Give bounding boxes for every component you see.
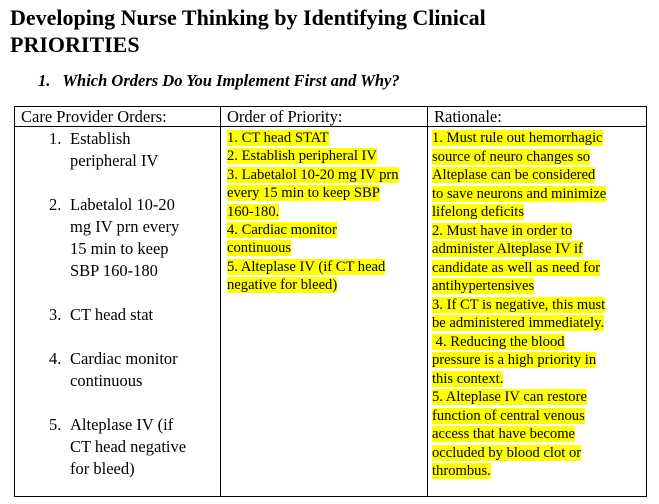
rationale-line [432, 166, 642, 185]
rationale-line-text: be administered immediately. [432, 315, 605, 331]
rationale-line-text: candidate as well as need for [432, 259, 601, 276]
order-item [15, 414, 210, 480]
priority-cell [221, 127, 428, 497]
question-heading [38, 71, 400, 91]
question-text: Which Orders Do You Implement First and Why? [62, 71, 400, 90]
rationale-line [432, 148, 642, 167]
order-text-line: mg IV prn every [70, 217, 180, 236]
rationale-line [432, 203, 642, 222]
priority-list [221, 127, 427, 295]
order-number: 5. [49, 415, 62, 434]
order-item [15, 128, 210, 172]
rationale-line-text: function of central venous [432, 407, 585, 424]
priority-line-text: 1. CT head STAT [227, 130, 329, 146]
priority-line-text: 5. Alteplase IV (if CT head [227, 258, 386, 275]
priority-line [227, 258, 423, 276]
priority-line-text: every 15 min to keep SBP [227, 185, 380, 202]
rationale-line-text: 4. Reducing the blood [432, 333, 565, 350]
rationale-line-text: lifelong deficits [432, 204, 524, 220]
rationale-line-text: to save neurons and minimize [432, 185, 607, 202]
table-body-row [15, 127, 647, 497]
orders-cell [15, 127, 221, 497]
rationale-line [432, 222, 642, 241]
priority-line [227, 203, 423, 221]
order-number: 4. [49, 349, 62, 368]
rationale-line [432, 240, 642, 259]
rationale-line [432, 407, 642, 426]
rationale-line-text: 1. Must rule out hemorrhagic [432, 130, 603, 146]
rationale-line-text: 5. Alteplase IV can restore [432, 389, 587, 405]
order-text-line: Cardiac monitor [70, 349, 178, 368]
rationale-line-text: administer Alteplase IV if [432, 241, 583, 257]
priority-line-text: 4. Cardiac monitor [227, 222, 337, 239]
rationale-line [432, 425, 642, 444]
order-text-line: 15 min to keep [70, 239, 169, 258]
rationale-line-text: occluded by blood clot or [432, 444, 582, 461]
order-text-line: CT head negative [70, 437, 187, 456]
order-number: 1. [49, 129, 62, 148]
rationale-line [432, 333, 642, 352]
priority-line-text: 2. Establish peripheral IV [227, 148, 377, 165]
table-header-row [15, 107, 647, 127]
rationale-line [432, 277, 642, 296]
rationale-line [432, 314, 642, 333]
order-item [15, 304, 210, 326]
rationale-line [432, 462, 642, 481]
rationale-line-text: access that have become [432, 426, 576, 442]
priority-line [227, 184, 423, 202]
rationale-line [432, 388, 642, 407]
rationale-line [432, 370, 642, 389]
priority-line [227, 129, 423, 147]
priority-line [227, 147, 423, 165]
priority-line-text: 3. Labetalol 10-20 mg IV prn [227, 166, 399, 183]
order-text-line: CT head stat [70, 305, 154, 324]
title-line-2: PRIORITIES [10, 32, 140, 57]
question-number: 1. [38, 71, 51, 90]
header-rationale: Rationale: [428, 107, 647, 127]
order-text-line: SBP 160-180 [70, 261, 158, 280]
page-title [10, 4, 650, 58]
order-item [15, 348, 210, 392]
rationale-line-text: source of neuro changes so [432, 148, 591, 165]
rationale-line-text: 3. If CT is negative, this must [432, 296, 606, 313]
rationale-line [432, 444, 642, 463]
rationale-line-text: antihypertensives [432, 278, 535, 294]
rationale-line [432, 129, 642, 148]
rationale-line [432, 259, 642, 278]
header-order-of-priority: Order of Priority: [221, 107, 428, 127]
order-number: 2. [49, 195, 62, 214]
priority-line-text: 160-180. [227, 203, 280, 220]
priority-line-text: negative for bleed) [227, 277, 338, 294]
priority-line-text: continuous [227, 240, 292, 257]
priority-line [227, 166, 423, 184]
order-text-line: continuous [70, 371, 143, 390]
rationale-list [428, 127, 646, 481]
orders-list [15, 128, 220, 480]
priority-line [227, 276, 423, 294]
order-text-line: for bleed) [70, 459, 135, 478]
rationale-line [432, 185, 642, 204]
rationale-line-text: thrombus. [432, 463, 491, 479]
order-text-line: Labetalol 10-20 [70, 195, 175, 214]
order-text-line: Establish [70, 129, 131, 148]
rationale-line-text: 2. Must have in order to [432, 222, 573, 239]
rationale-line-text: pressure is a high priority in [432, 352, 597, 368]
rationale-line [432, 296, 642, 315]
header-care-provider-orders: Care Provider Orders: [15, 107, 221, 127]
order-text-line: peripheral IV [70, 151, 159, 170]
rationale-line-text: this context. [432, 370, 504, 387]
priority-line [227, 221, 423, 239]
title-line-1: Developing Nurse Thinking by Identifying Clinical [10, 5, 486, 30]
rationale-line [432, 351, 642, 370]
order-item [15, 194, 210, 282]
order-text-line: Alteplase IV (if [70, 415, 174, 434]
priority-line [227, 239, 423, 257]
order-number: 3. [49, 305, 62, 324]
rationale-cell [428, 127, 647, 497]
rationale-line-text: Alteplase can be considered [432, 167, 596, 183]
priorities-table [14, 106, 647, 497]
